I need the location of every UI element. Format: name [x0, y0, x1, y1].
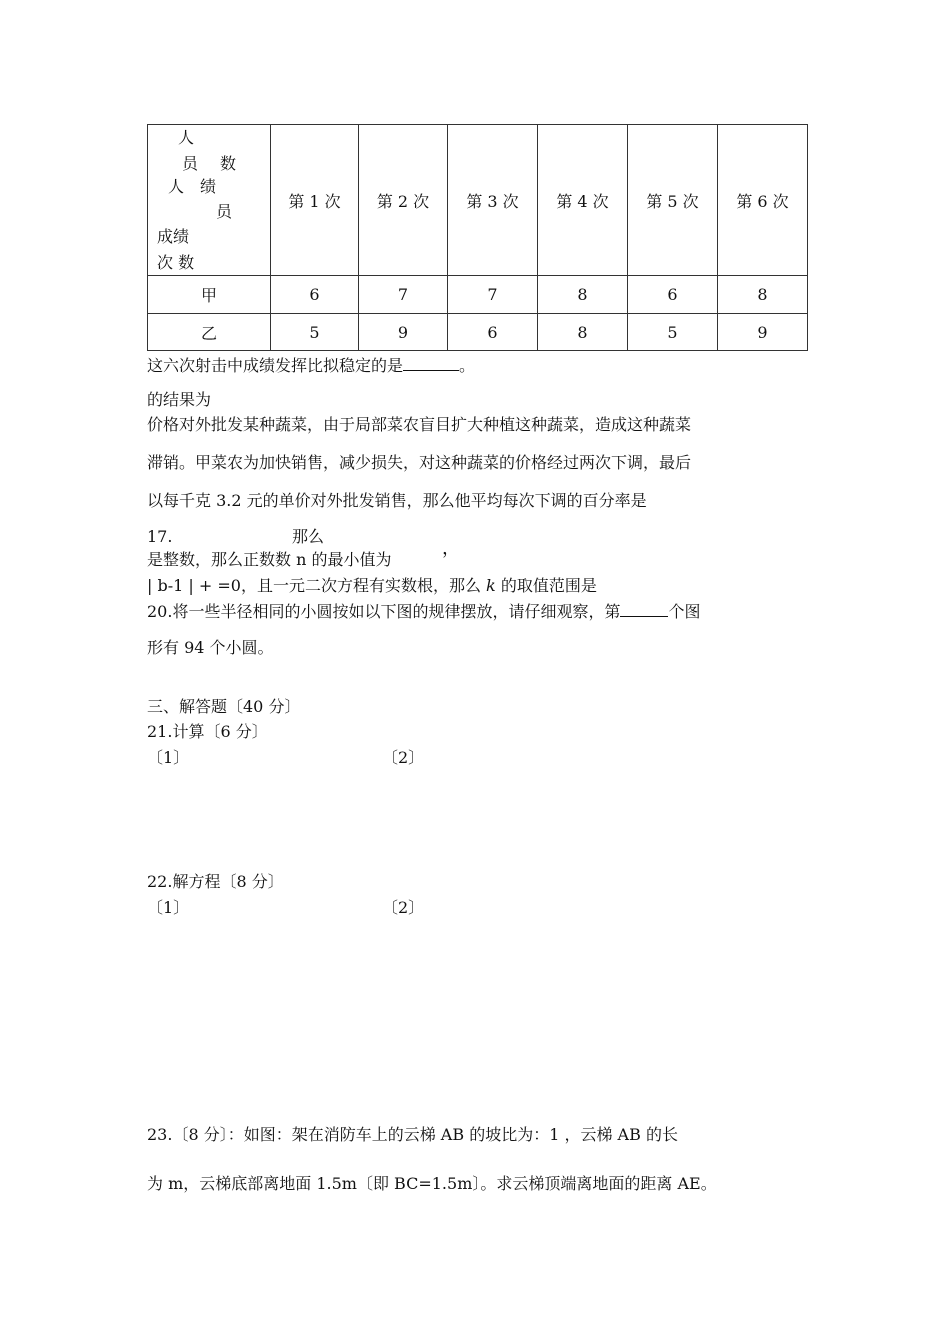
row-label: 乙: [148, 314, 271, 351]
table-cell: 6: [448, 314, 538, 351]
question-17-number: 17.: [147, 527, 173, 546]
question-22-part-2: 〔2〕: [382, 898, 425, 917]
question-16-line-2: 滞销。甲菜农为加快销售，减少损失，对这种蔬菜的价格经过两次下调，最后: [147, 453, 692, 472]
question-21-part-1: 〔1〕: [147, 748, 190, 767]
table-cell: 9: [359, 314, 448, 351]
table-cell: 6: [628, 276, 718, 314]
question-22-part-1: 〔1〕: [147, 898, 190, 917]
table-row: [148, 314, 808, 351]
question-22-title: 22.解方程〔8 分〕: [147, 872, 284, 891]
column-header: 第 1 次: [271, 125, 359, 276]
question-text: 的取值范围是: [495, 576, 597, 595]
section-heading: 三、解答题〔40 分〕: [147, 697, 301, 716]
question-19: [147, 576, 597, 595]
row-label: 甲: [148, 276, 271, 314]
column-header: 第 4 次: [538, 125, 628, 276]
answer-blank: [403, 354, 459, 371]
column-header: 第 6 次: [718, 125, 808, 276]
column-header: 第 5 次: [628, 125, 718, 276]
question-text: 个图: [668, 602, 701, 621]
score-table: [147, 124, 808, 351]
table-cell: 7: [448, 276, 538, 314]
question-16-line-1: 价格对外批发某种蔬菜，由于局部菜农盲目扩大种植这种蔬菜，造成这种蔬菜: [147, 415, 692, 434]
question-stability: [147, 354, 475, 375]
header-label: 员: [216, 202, 233, 221]
question-18: 是整数，那么正数数 n 的最小值为: [147, 550, 392, 569]
question-16-line-3: 以每千克 3.2 元的单价对外批发销售，那么他平均每次下调的百分率是: [147, 491, 647, 510]
question-18-comma: ，: [442, 538, 460, 559]
column-header: 第 2 次: [359, 125, 448, 276]
question-17-text: 那么: [292, 527, 325, 546]
question-23-line-1: 23.〔8 分〕：如图：架在消防车上的云梯 AB 的坡比为：1 ，云梯 AB 的长: [147, 1125, 678, 1144]
question-20-line-2: 形有 94 个小圆。: [147, 638, 274, 657]
punctuation: 。: [459, 356, 476, 375]
header-label: 次 数: [157, 253, 195, 272]
table-row: [148, 276, 808, 314]
header-label: 员: [182, 154, 199, 173]
column-header: 第 3 次: [448, 125, 538, 276]
table-cell: 9: [718, 314, 808, 351]
table-cell: 5: [271, 314, 359, 351]
question-text: | b-1 | + =0，且一元二次方程有实数根，那么: [147, 576, 487, 595]
question-20-line-1: [147, 600, 700, 621]
header-label: 人: [168, 177, 185, 196]
table-cell: 5: [628, 314, 718, 351]
table-cell: 6: [271, 276, 359, 314]
table-cell: 8: [538, 276, 628, 314]
question-text: 20.将一些半径相同的小圆按如以下图的规律摆放，请仔细观察，第: [147, 602, 621, 621]
question-21-part-2: 〔2〕: [382, 748, 425, 767]
header-label: 数: [220, 154, 237, 173]
result-line: 的结果为: [147, 390, 212, 409]
answer-blank: [620, 600, 668, 617]
question-23-line-2: 为 m，云梯底部离地面 1.5m〔即 BC=1.5m〕。求云梯顶端离地面的距离 AE。: [147, 1174, 717, 1193]
variable-k: k: [486, 576, 496, 595]
header-label: 人: [178, 128, 195, 147]
header-label: 绩: [200, 177, 217, 196]
table-cell: 8: [718, 276, 808, 314]
question-21-title: 21.计算〔6 分〕: [147, 722, 268, 741]
header-label: 成绩: [157, 227, 190, 246]
table-cell: 8: [538, 314, 628, 351]
table-diagonal-header: [148, 125, 271, 276]
question-text: 这六次射击中成绩发挥比拟稳定的是: [147, 356, 404, 375]
table-cell: 7: [359, 276, 448, 314]
